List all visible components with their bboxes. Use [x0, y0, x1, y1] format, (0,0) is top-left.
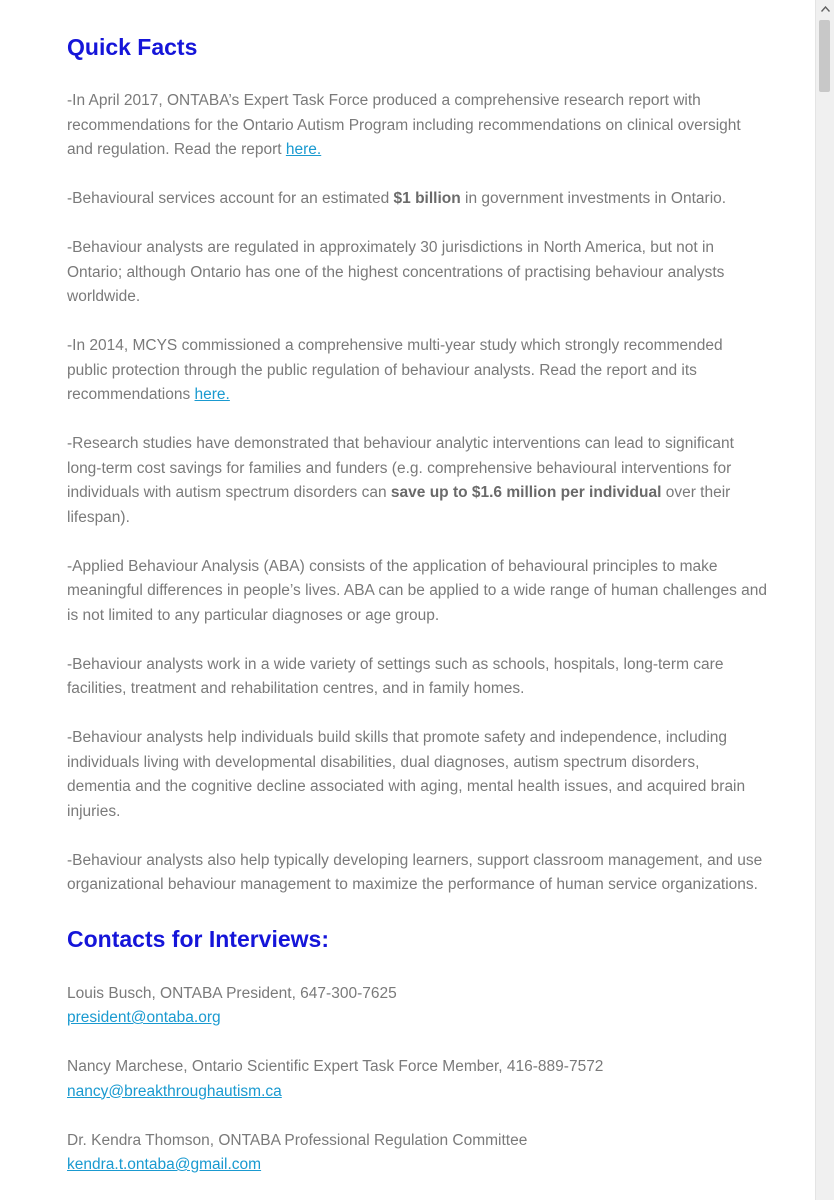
fact-text: -In 2014, MCYS commissioned a comprehensive multi-year study which strongly recommended public protection through the public regulation of behaviour analysts. Read the report and its recommendations [67, 337, 723, 403]
contact-entry [67, 1055, 767, 1104]
fact-paragraph [67, 89, 767, 163]
fact-paragraph: -Applied Behaviour Analysis (ABA) consists of the application of behavioural principles to make meaningful differences in people’s lives. ABA can be applied to a wide range of human challenges and is not limited to any particular diagnoses or age group. [67, 557, 767, 624]
contact-email-link[interactable]: kendra.t.ontaba@gmail.com [67, 1156, 262, 1173]
scroll-up-arrow-icon[interactable] [816, 0, 834, 18]
fact-highlight: save up to $1.6 million per individual [390, 484, 662, 501]
scrollbar-thumb[interactable] [819, 20, 830, 92]
study-link[interactable]: here. [194, 386, 230, 403]
report-link[interactable]: here. [285, 141, 322, 158]
fact-text: -Behavioural services account for an estimated [67, 190, 394, 207]
contacts-heading: Contacts for Interviews: [67, 925, 329, 952]
document-body [67, 30, 767, 1202]
fact-paragraph [67, 432, 767, 530]
contact-entry [67, 982, 767, 1031]
fact-highlight: $1 billion [393, 190, 461, 207]
contact-email-link[interactable]: president@ontaba.org [67, 1009, 221, 1026]
fact-paragraph: -Behaviour analysts work in a wide variety of settings such as schools, hospitals, long-term care facilities, treatment and rehabilitation centres, and in family homes. [67, 655, 724, 697]
fact-text: in government investments in Ontario. [460, 190, 727, 207]
fact-paragraph [67, 187, 767, 212]
fact-paragraph: -Behaviour analysts are regulated in approximately 30 jurisdictions in North America, but not in Ontario; although Ontario has one of the highest concentrations of practising behaviour analysts worldwide. [67, 239, 725, 305]
fact-text: over their lifespan). [67, 484, 731, 526]
vertical-scrollbar[interactable] [815, 0, 834, 1200]
contact-email-link[interactable]: nancy@breakthroughautism.ca [67, 1082, 282, 1100]
contact-entry [67, 1129, 767, 1178]
contact-name: Dr. Kendra Thomson, ONTABA Professional Regulation Committee [67, 1131, 528, 1149]
contact-name: Louis Busch, ONTABA President, 647-300-7625 [67, 984, 397, 1002]
fact-paragraph: -Behaviour analysts help individuals build skills that promote safety and independence, including individuals living with developmental disabilities, dual diagnoses, autism spectrum disorders, dementia and the cognitive decline associated with aging, mental health issues, and acquired brain injuries. [67, 729, 746, 820]
fact-text: -In April 2017, ONTABA’s Expert Task Force produced a comprehensive research report with recommendations for the Ontario Autism Program including recommendations on clinical oversight and regulation. Read the report [67, 92, 741, 158]
fact-paragraph: -Behaviour analysts also help typically developing learners, support classroom management, and use organizational behaviour management to maximize the performance of human service organizations. [67, 851, 763, 893]
contact-name: Nancy Marchese, Ontario Scientific Expert Task Force Member, 416-889-7572 [67, 1058, 604, 1075]
fact-text: -Research studies have demonstrated that behaviour analytic interventions can lead to significant long-term cost savings for families and funders (e.g. comprehensive behavioural interventions for individuals with autism spectrum disorders can [67, 435, 734, 501]
fact-paragraph [67, 334, 767, 408]
quick-facts-heading: Quick Facts [67, 34, 198, 60]
